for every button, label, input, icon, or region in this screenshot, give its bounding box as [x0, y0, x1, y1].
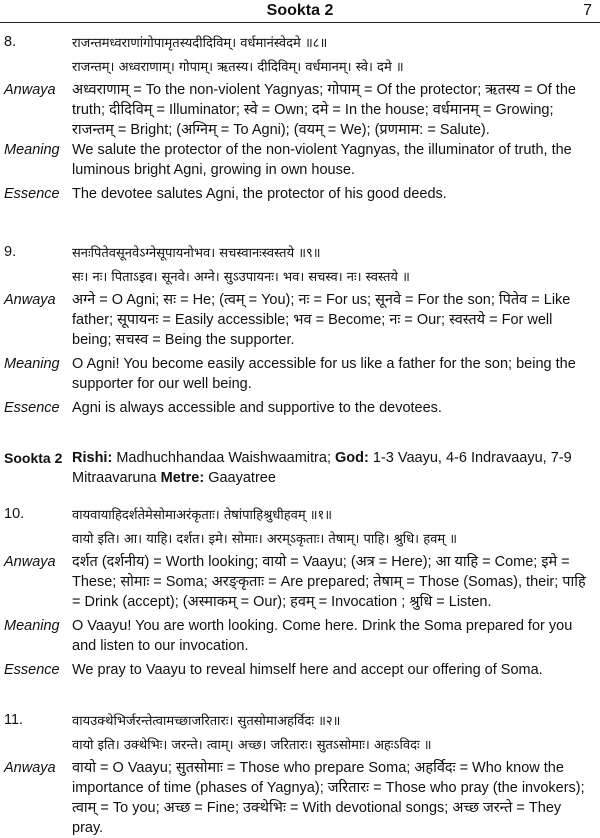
anwaya-label: Anwaya: [4, 292, 56, 308]
rishi-name: Madhuchhandaa Waishwaamitra;: [116, 450, 331, 466]
verse-9: [0, 242, 600, 418]
verse-number: 10.: [4, 506, 25, 522]
verse-8: [0, 32, 600, 204]
god-label: God:: [335, 450, 369, 466]
sanskrit-padapatha: वायो इति। आ। याहि। दर्शत। इमे। सोमाः। अरम्ऽकृताः। तेषाम्। पाहि। श्रुधि। हवम् ॥: [72, 532, 458, 547]
page-number: 7: [583, 2, 592, 19]
essence-label: Essence: [4, 662, 60, 678]
meaning-label: Meaning: [4, 356, 60, 372]
anwaya-text: दर्शत (दर्शनीय) = Worth looking; वायो = Vaayu; (अत्र = Here); आ याहि = Come; इमे = These; सोमाः = Soma; अरङ्कृताः = Are prepared; तेषाम् = Those (Somas), their; पाहि = Drink (accept); (अस्माकम् = Our); हवम् = Invocation ; श्रुधि = Listen.: [72, 554, 586, 610]
verse-number: 9.: [4, 244, 17, 260]
essence-text: Agni is always accessible and supportive to the devotees.: [72, 400, 442, 416]
essence-label: Essence: [4, 400, 60, 416]
sanskrit-padapatha: राजन्तम्। अध्वराणाम्। गोपाम्। ऋतस्य। दीदिविम्। वर्धमानम्। स्वे। दमे ॥: [72, 60, 404, 75]
meaning-text: O Agni! You become easily accessible for us like a father for the son; being the supporter for our well being.: [72, 356, 576, 392]
anwaya-text: वायो = O Vaayu; सुतसोमाः = Those who prepare Soma; अहर्विदः = Who know the importance of time (phases of Yagnya); जरितारः = Those who pray (the invokers); त्वाम् = To you; अच्छ = Fine; उक्थेभिः = With devotional songs; अच्छ जरन्ते = They pray.: [72, 760, 585, 836]
anwaya-label: Anwaya: [4, 554, 56, 570]
verse-number: 8.: [4, 34, 17, 50]
sanskrit-verse: वायवायाहिदर्शतेमेसोमाअरंकृताः। तेषांपाहिश्रुधीहवम् ॥१॥: [72, 508, 333, 523]
anwaya-text: अग्ने = O Agni; सः = He; (त्वम् = You); नः = For us; सूनवे = For the son; पितेव = Like father; सूपायनः = Easily accessible; भव = Become; नः = Our; स्वस्तये = For well being; सचस्व = Being the supporter.: [72, 292, 571, 348]
sanskrit-padapatha: सः। नः। पिताऽइव। सूनवे। अग्ने। सुऽउपायनः। भव। सचस्व। नः। स्वस्तये ॥: [72, 270, 410, 285]
metre-name: Gaayatree: [208, 470, 276, 486]
essence-text: We pray to Vaayu to reveal himself here and accept our offering of Soma.: [72, 662, 543, 678]
metre-label: Metre:: [160, 470, 205, 486]
verse-11: [0, 710, 600, 838]
essence-text: The devotee salutes Agni, the protector of his good deeds.: [72, 186, 447, 202]
essence-label: Essence: [4, 186, 60, 202]
meaning-text: O Vaayu! You are worth looking. Come here. Drink the Soma prepared for you and listen to our invocation.: [72, 618, 573, 654]
sanskrit-verse: वायउक्थेभिर्जरन्तेत्वामच्छाजरितारः। सुतसोमाअहर्विदः ॥२॥: [72, 714, 341, 729]
meaning-label: Meaning: [4, 142, 60, 158]
meaning-label: Meaning: [4, 618, 60, 634]
verse-10: [0, 504, 600, 680]
anwaya-label: Anwaya: [4, 82, 56, 98]
sookta-details: [72, 448, 600, 488]
sanskrit-padapatha: वायो इति। उक्थेभिः। जरन्ते। त्वाम्। अच्छ। जरितारः। सुतऽसोमाः। अहःऽविदः ॥: [72, 738, 432, 753]
god-names: 1-3 Vaayu, 4-6 Indravaayu, 7-9 Mitraavaruna: [72, 450, 572, 486]
verse-number: 11.: [4, 712, 24, 728]
sookta-heading: [0, 448, 600, 488]
rishi-label: Rishi:: [72, 450, 113, 466]
meaning-text: We salute the protector of the non-violent Yagnyas, the illuminator of truth, the luminous bright Agni, growing in own house.: [72, 142, 572, 178]
running-header-title: Sookta 2: [266, 2, 334, 19]
sookta-label: Sookta 2: [4, 450, 63, 466]
anwaya-text: अध्वराणाम् = To the non-violent Yagnyas; गोपाम् = Of the protector; ऋतस्य = Of the truth; दीदिविम् = Illuminator; स्वे = Own; दमे = In the house; वर्धमानम् = Growing; राजन्तम् = Bright; (अग्निम् = To Agni); (वयम् = We); (प्रणमाम: = Salute).: [72, 82, 576, 138]
sanskrit-verse: सनःपितेवसूनवेऽग्नेसूपायनोभव। सचस्वानःस्वस्तये ॥९॥: [72, 246, 321, 261]
anwaya-label: Anwaya: [4, 760, 56, 776]
sanskrit-verse: राजन्तमध्वराणांगोपामृतस्यदीदिविम्। वर्धमानंस्वेदमे ॥८॥: [72, 36, 328, 51]
header-rule: [0, 22, 600, 23]
